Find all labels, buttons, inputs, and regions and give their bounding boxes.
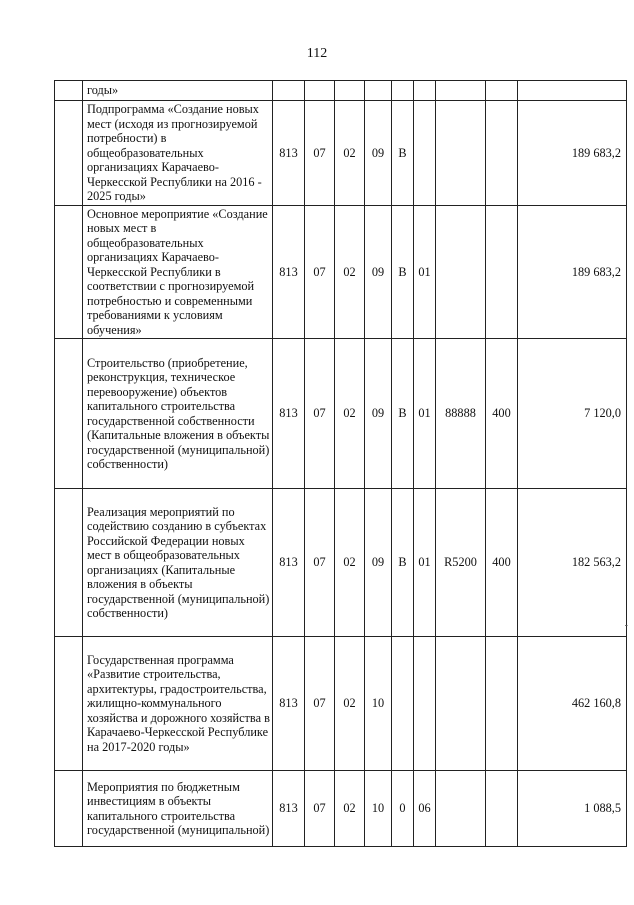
- cell-p1: [365, 81, 392, 101]
- table-row: [55, 339, 627, 489]
- cell-p4: [436, 101, 486, 206]
- cell-vr: [486, 205, 518, 339]
- cell-pr: 02: [335, 771, 365, 847]
- budget-table-body: [55, 81, 627, 847]
- cell-name: Подпрограмма «Создание новых мест (исходя из прогнозируемой потребности) в общеобразовательных организациях Карачаево-Черкесской Республики на 2016 - 2025 годы»: [83, 101, 273, 206]
- cell-p1: 09: [365, 205, 392, 339]
- cell-p4: [436, 205, 486, 339]
- table-row: [55, 101, 627, 206]
- cell-sum: [518, 81, 627, 101]
- cell-name: Реализация мероприятий по содействию созданию в субъектах Российской Федерации новых мест в общеобразовательных организациях (Капитальные вложения в объекты государственной (муниципальной) собственности): [83, 489, 273, 637]
- cell-p2: В: [392, 339, 414, 489]
- cell-p2: В: [392, 205, 414, 339]
- cell-vr: [486, 101, 518, 206]
- cell-p3: [414, 81, 436, 101]
- cell-index: [55, 339, 83, 489]
- cell-p2: В: [392, 489, 414, 637]
- cell-ved: [273, 81, 305, 101]
- cell-name: годы»: [83, 81, 273, 101]
- cell-ved: 813: [273, 771, 305, 847]
- cell-p1: 09: [365, 489, 392, 637]
- cell-p4: [436, 637, 486, 771]
- cell-rz: 07: [305, 771, 335, 847]
- cell-pr: 02: [335, 339, 365, 489]
- cell-vr: [486, 637, 518, 771]
- cell-name: Государственная программа «Развитие строительства, архитектуры, градостроительства, жилищно-коммунального хозяйства и дорожного хозяйства в Карачаево-Черкесской Республике на 2017-2020 годы»: [83, 637, 273, 771]
- cell-sum: 182 563,2: [518, 489, 627, 637]
- cell-rz: 07: [305, 205, 335, 339]
- cell-rz: 07: [305, 489, 335, 637]
- cell-vr: [486, 81, 518, 101]
- cell-pr: [335, 81, 365, 101]
- budget-table: [54, 80, 627, 847]
- cell-p2: 0: [392, 771, 414, 847]
- cell-rz: 07: [305, 339, 335, 489]
- cell-vr: [486, 771, 518, 847]
- cell-vr: 400: [486, 489, 518, 637]
- cell-index: [55, 489, 83, 637]
- cell-index: [55, 637, 83, 771]
- cell-p3: [414, 101, 436, 206]
- cell-ved: 813: [273, 205, 305, 339]
- cell-sum: 189 683,2: [518, 101, 627, 206]
- cell-p1: 10: [365, 771, 392, 847]
- cell-p1: 10: [365, 637, 392, 771]
- table-row: [55, 81, 627, 101]
- cell-index: [55, 81, 83, 101]
- cell-p2: [392, 81, 414, 101]
- cell-ved: 813: [273, 339, 305, 489]
- cell-p2: [392, 637, 414, 771]
- cell-vr: 400: [486, 339, 518, 489]
- cell-p2: В: [392, 101, 414, 206]
- cell-p3: 01: [414, 339, 436, 489]
- cell-name: Основное мероприятие «Создание новых мест в общеобразовательных организациях Карачаево-Черкесской Республики в соответствии с прогнозируемой потребностью и современными требованиями к условиям обучения»: [83, 205, 273, 339]
- cell-p3: 01: [414, 489, 436, 637]
- cell-p4: R5200: [436, 489, 486, 637]
- cell-p1: 09: [365, 339, 392, 489]
- table-row: [55, 771, 627, 847]
- cell-pr: 02: [335, 205, 365, 339]
- cell-ved: 813: [273, 489, 305, 637]
- table-row: [55, 489, 627, 637]
- cell-p4: [436, 771, 486, 847]
- cell-ved: 813: [273, 637, 305, 771]
- table-row: [55, 637, 627, 771]
- cell-p4: [436, 81, 486, 101]
- cell-sum: 1 088,5: [518, 771, 627, 847]
- cell-p3: [414, 637, 436, 771]
- cell-sum: 7 120,0: [518, 339, 627, 489]
- cell-p3: 06: [414, 771, 436, 847]
- cell-name: Строительство (приобретение, реконструкция, техническое перевооружение) объектов капитального строительства государственной собственности (Капитальные вложения в объекты государственной (муниципальной) собственности): [83, 339, 273, 489]
- cell-index: [55, 101, 83, 206]
- cell-p3: 01: [414, 205, 436, 339]
- cell-rz: 07: [305, 637, 335, 771]
- cell-name: Мероприятия по бюджетным инвестициям в объекты капитального строительства государственной (муниципальной): [83, 771, 273, 847]
- page-number: 112: [306, 46, 328, 61]
- cell-sum: 189 683,2: [518, 205, 627, 339]
- cell-sum: 462 160,8: [518, 637, 627, 771]
- cell-p1: 09: [365, 101, 392, 206]
- table-row: [55, 205, 627, 339]
- cell-ved: 813: [273, 101, 305, 206]
- cell-rz: [305, 81, 335, 101]
- scan-mark: -: [624, 620, 628, 631]
- cell-index: [55, 205, 83, 339]
- cell-p4: 88888: [436, 339, 486, 489]
- cell-pr: 02: [335, 637, 365, 771]
- cell-index: [55, 771, 83, 847]
- cell-pr: 02: [335, 101, 365, 206]
- cell-pr: 02: [335, 489, 365, 637]
- cell-rz: 07: [305, 101, 335, 206]
